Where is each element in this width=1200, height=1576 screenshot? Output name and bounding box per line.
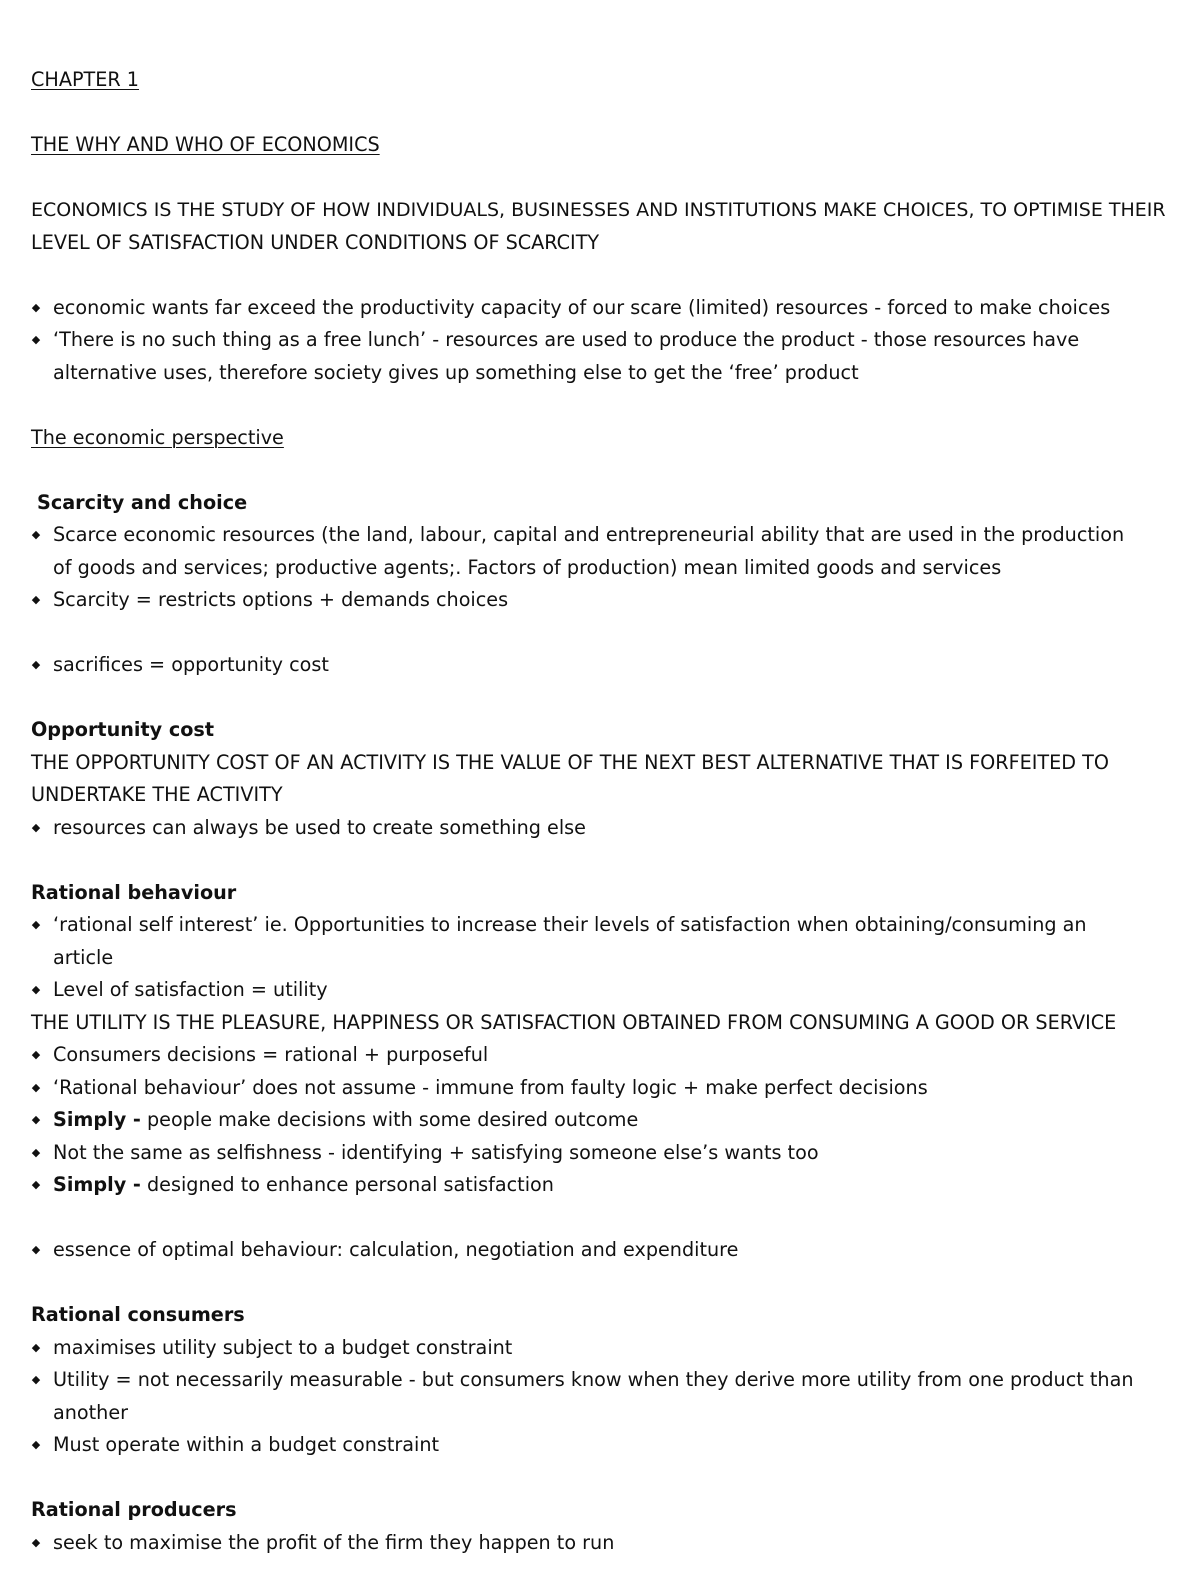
opportunity-cost-definition-line-1: THE OPPORTUNITY COST OF AN ACTIVITY IS THE VALUE OF THE NEXT BEST ALTERNATIVE THAT IS FORFEITED TO [31, 750, 1109, 774]
section-heading-rational-consumers: Rational consumers [31, 1303, 245, 1326]
list-item [31, 584, 1171, 617]
list-item-text: Not the same as selfishness - identifying + satisfying someone else’s wants too [53, 1140, 819, 1164]
bullet-icon: ◆ [31, 658, 41, 671]
list-item-text: economic wants far exceed the productivity capacity of our scare (limited) resources - forced to make choices [53, 295, 1111, 319]
list-item [31, 519, 1171, 552]
list-item-text: maximises utility subject to a budget constraint [53, 1335, 513, 1359]
economics-definition-line-2: LEVEL OF SATISFACTION UNDER CONDITIONS OF SCARCITY [31, 230, 600, 254]
bullet-icon: ◆ [31, 1145, 41, 1159]
spacer [31, 454, 1171, 487]
list-item-continuation: of goods and services; productive agents;. Factors of production) mean limited goods and services [53, 555, 1002, 579]
section-heading-opportunity-cost: Opportunity cost [31, 718, 215, 741]
bullet-icon: ◆ [31, 593, 41, 606]
list-item [31, 1039, 1171, 1072]
list-item [31, 1072, 1171, 1105]
bullet-icon: ◆ [31, 1113, 41, 1126]
spacer [31, 97, 1171, 130]
list-item-text: resources can always be used to create something else [53, 815, 586, 839]
section-heading-scarcity: Scarcity and choice [37, 490, 248, 514]
list-item-continuation: article [53, 945, 114, 969]
list-item [31, 909, 1171, 942]
spacer [31, 162, 1171, 195]
list-item [31, 974, 1171, 1007]
bullet-icon: ◆ [31, 1080, 41, 1094]
list-item-text: sacrifices = opportunity cost [53, 653, 329, 676]
utility-definition: THE UTILITY IS THE PLEASURE, HAPPINESS OR SATISFACTION OBTAINED FROM CONSUMING A GOOD OR SERVICE [31, 1010, 1117, 1034]
spacer [31, 617, 1171, 650]
list-item [31, 649, 1171, 682]
list-item-text: Utility = not necessarily measurable - but consumers know when they derive more utility from one product than [53, 1368, 1134, 1391]
list-item-text: Scarce economic resources (the land, labour, capital and entrepreneurial ability that are used in the production [53, 523, 1125, 546]
economics-definition-line-1: ECONOMICS IS THE STUDY OF HOW INDIVIDUALS, BUSINESSES AND INSTITUTIONS MAKE CHOICES, TO OPTIMISE THEIR [31, 199, 1166, 221]
opportunity-cost-definition-line-2: UNDERTAKE THE ACTIVITY [31, 783, 283, 806]
chapter-label: CHAPTER 1 [31, 68, 140, 91]
list-item [31, 1137, 1171, 1170]
spacer [31, 1202, 1171, 1235]
list-item-text: essence of optimal behaviour: calculation, negotiation and expenditure [53, 1238, 739, 1261]
bullet-icon: ◆ [31, 333, 41, 346]
bullet-icon: ◆ [31, 1243, 41, 1256]
bullet-icon: ◆ [31, 1048, 41, 1061]
bullet-icon: ◆ [31, 300, 41, 314]
spacer [31, 844, 1171, 877]
section-heading-rational-producers: Rational producers [31, 1498, 237, 1521]
bullet-icon: ◆ [31, 528, 41, 541]
emphasis-text: Simply - [53, 1108, 141, 1131]
list-item [31, 812, 1171, 845]
list-item-continuation: another [53, 1400, 129, 1424]
list-item [31, 1234, 1171, 1267]
bullet-icon: ◆ [31, 1178, 41, 1191]
list-item [31, 1364, 1171, 1397]
list-item-text: ‘Rational behaviour’ does not assume - immune from faulty logic + make perfect decisions [53, 1075, 928, 1099]
list-item-text: people make decisions with some desired outcome [140, 1108, 639, 1131]
list-item [31, 1527, 1171, 1560]
section-heading-perspective [31, 422, 1171, 455]
list-item-continuation: alternative uses, therefore society gives up something else to get the ‘free’ product [53, 360, 859, 384]
list-item [31, 292, 1171, 325]
bullet-icon: ◆ [31, 918, 41, 931]
spacer [31, 259, 1171, 292]
perspective-label: The economic perspective [31, 425, 284, 449]
list-item-text: Level of satisfaction = utility [53, 978, 328, 1001]
list-item-text: designed to enhance personal satisfaction [140, 1173, 554, 1196]
list-item [31, 1429, 1171, 1462]
document-page [31, 64, 1171, 1559]
list-item-text: Scarcity = restricts options + demands choices [53, 588, 509, 611]
bullet-icon: ◆ [31, 1340, 41, 1354]
bullet-icon: ◆ [31, 820, 41, 834]
list-item [31, 324, 1171, 357]
list-item-text: seek to maximise the profit of the firm they happen to run [53, 1530, 615, 1554]
list-item [31, 1169, 1171, 1202]
spacer [31, 1462, 1171, 1495]
spacer [31, 389, 1171, 422]
bullet-icon: ◆ [31, 1438, 41, 1451]
list-item-text: Must operate within a budget constraint [53, 1433, 440, 1456]
emphasis-text: Simply - [53, 1173, 141, 1196]
section-heading-rational-behaviour: Rational behaviour [31, 880, 237, 904]
list-item-text: ‘rational self interest’ ie. Opportunities to increase their levels of satisfaction when obtaining/consuming an [53, 913, 1087, 936]
spacer [31, 682, 1171, 715]
bullet-icon: ◆ [31, 983, 41, 996]
list-item-text: Consumers decisions = rational + purposeful [53, 1043, 489, 1066]
list-item [31, 1332, 1171, 1365]
list-item [31, 1104, 1171, 1137]
bullet-icon: ◆ [31, 1373, 41, 1386]
list-item-text: ‘There is no such thing as a free lunch’ - resources are used to produce the product - those resources have [53, 328, 1080, 351]
chapter-title: THE WHY AND WHO OF ECONOMICS [31, 133, 380, 156]
spacer [31, 1267, 1171, 1300]
bullet-icon: ◆ [31, 1535, 41, 1549]
